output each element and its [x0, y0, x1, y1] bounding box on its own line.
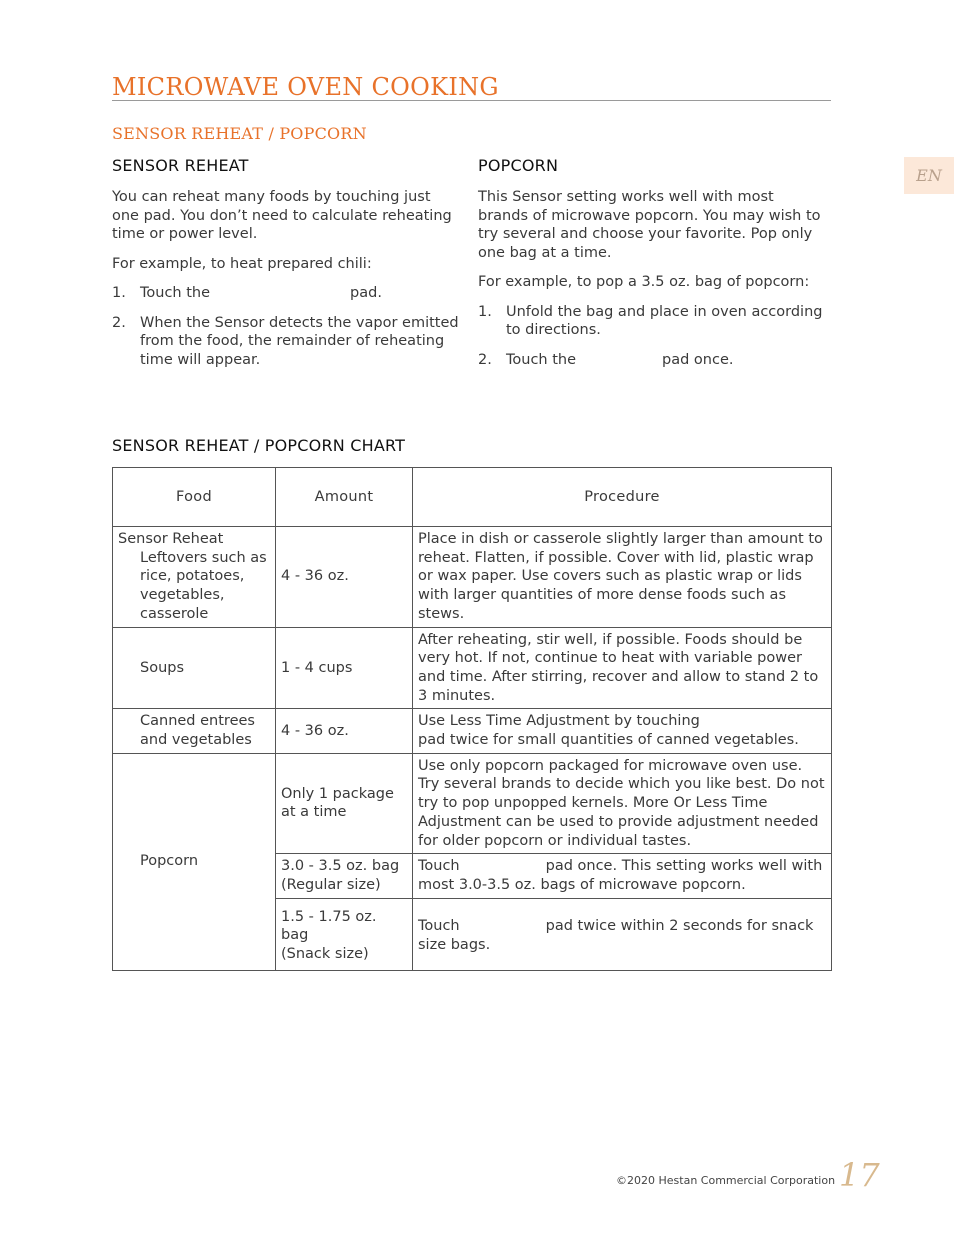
popcorn-example: For example, to pop a 3.5 oz. bag of popcorn:: [478, 274, 810, 290]
procedure-cell: [413, 854, 832, 898]
popcorn-intro: This Sensor setting works well with most brands of microwave popcorn. You may wish to try several and choose your favorite. Pop only one bag at a time.: [478, 189, 821, 261]
table-header-row: [113, 468, 832, 527]
column-header-amount: Amount: [276, 468, 413, 527]
step-number: 2.: [112, 314, 126, 331]
page-number: 17: [839, 1156, 880, 1194]
sensor-reheat-example: For example, to heat prepared chili:: [112, 255, 372, 272]
step-text: When the Sensor detects the vapor emitted from the food, the remainder of reheating time will appear.: [140, 314, 459, 368]
column-header-procedure: Procedure: [413, 468, 832, 527]
step-text-before: Touch the: [506, 351, 577, 368]
amount-cell: [276, 898, 413, 970]
food-name: Leftovers such as rice, potatoes, vegetables, casserole: [140, 549, 267, 622]
procedure-text-before: Touch: [418, 858, 460, 875]
procedure-cell: Place in dish or casserole slightly larger than amount to reheat. Flatten, if possible. Cover with lid, plastic wrap or wax paper. Use covers such as plastic wrap or lids with larger quantities of more dense foods such as stews.: [413, 527, 832, 628]
table-row: [113, 627, 832, 709]
sensor-reheat-intro: You can reheat many foods by touching just one pad. You don’t need to calculate reheating time or power level.: [112, 189, 452, 242]
table-row: [113, 527, 832, 628]
food-name: Canned entrees and vegetables: [140, 713, 255, 749]
section-subtitle: SENSOR REHEAT / POPCORN: [112, 124, 367, 143]
food-cell: [113, 753, 276, 970]
procedure-line: pad twice for small quantities of canned vegetables.: [418, 732, 799, 749]
procedure-cell: After reheating, stir well, if possible. Foods should be very hot. If not, continue to heat with variable power and time. After stirring, recover and allow to stand 2 to 3 minutes.: [413, 627, 832, 709]
procedure-cell: [413, 709, 832, 753]
food-name: Soups: [140, 659, 185, 676]
table-row: [113, 753, 832, 854]
amount-cell: 4 - 36 oz.: [276, 709, 413, 753]
step-text-after: pad once.: [662, 351, 734, 368]
amount-cell: Only 1 package at a time: [276, 753, 413, 854]
procedure-cell: Use only popcorn packaged for microwave oven use. Try several brands to decide which you like best. Do not try to pop unpopped kernels. More Or Less Time Adjustment can be used to provide adjustment needed for older popcorn or individual tastes.: [413, 753, 832, 854]
column-header-food: Food: [113, 468, 276, 527]
amount-cell: 4 - 36 oz.: [276, 527, 413, 628]
language-tab: EN: [904, 157, 954, 194]
copyright-footer: ©2020 Hestan Commercial Corporation: [616, 1174, 836, 1187]
list-item: [478, 303, 828, 340]
table-row: [113, 709, 832, 753]
sensor-reheat-steps: [112, 284, 462, 369]
popcorn-column: [478, 155, 828, 380]
food-category: Sensor Reheat: [118, 531, 224, 547]
step-number: 2.: [478, 351, 492, 368]
step-number: 1.: [478, 303, 492, 320]
food-cell: [113, 527, 276, 628]
list-item: [112, 314, 462, 370]
amount-line: (Regular size): [281, 876, 381, 893]
step-text: Unfold the bag and place in oven according to directions.: [506, 303, 823, 338]
amount-line: 3.0 - 3.5 oz. bag: [281, 858, 400, 875]
sensor-reheat-column: [112, 155, 462, 380]
step-text-after: pad.: [350, 285, 382, 301]
procedure-text-before: Touch: [418, 918, 460, 934]
page-title: MICROWAVE OVEN COOKING: [112, 73, 499, 101]
step-text-before: Touch the: [140, 285, 211, 301]
list-item: [112, 284, 462, 303]
amount-cell: [276, 854, 413, 898]
popcorn-steps: [478, 303, 828, 370]
food-cell: [113, 709, 276, 753]
sensor-reheat-heading: SENSOR REHEAT: [112, 156, 249, 175]
sensor-chart-table: [112, 467, 832, 971]
amount-line: (Snack size): [281, 946, 369, 963]
procedure-cell: [413, 898, 832, 970]
popcorn-heading: POPCORN: [478, 156, 559, 175]
procedure-text-after: pad once. This setting works well with most 3.0-3.5 oz. bags of microwave popcorn.: [418, 858, 823, 893]
chart-heading: SENSOR REHEAT / POPCORN CHART: [112, 436, 406, 455]
food-name: Popcorn: [140, 853, 199, 870]
title-divider: [112, 100, 831, 101]
amount-cell: 1 - 4 cups: [276, 627, 413, 709]
procedure-line: Use Less Time Adjustment by touching: [418, 713, 700, 730]
list-item: [478, 351, 828, 370]
food-cell: [113, 627, 276, 709]
amount-line: 1.5 - 1.75 oz. bag: [281, 908, 377, 944]
procedure-text-after: pad twice within 2 seconds for snack size bags.: [418, 918, 814, 953]
step-number: 1.: [112, 285, 126, 301]
